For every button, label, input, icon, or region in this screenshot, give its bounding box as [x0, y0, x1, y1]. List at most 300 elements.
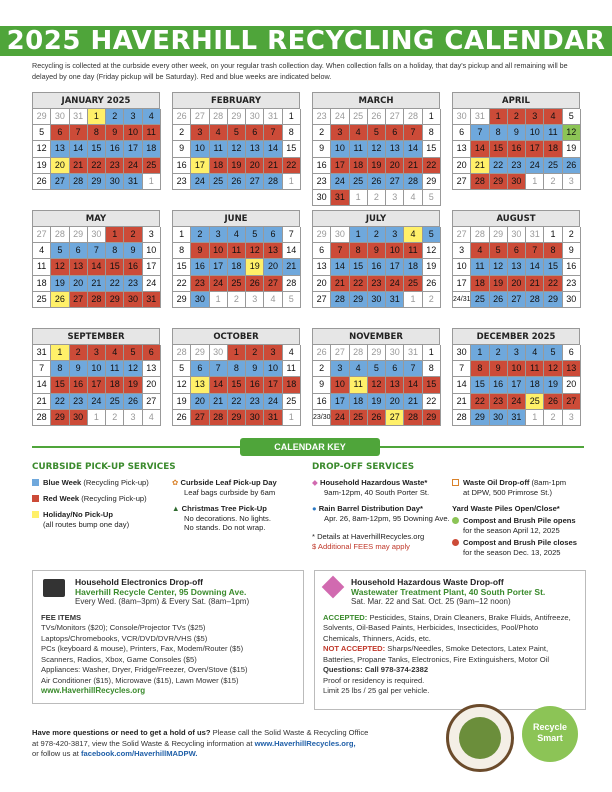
- day-cell: 14: [33, 377, 51, 393]
- day-cell: 27: [246, 174, 264, 190]
- day-cell: 14: [404, 377, 422, 393]
- day-cell: 18: [404, 259, 422, 275]
- day-cell: 8: [350, 243, 368, 259]
- day-cell: 29: [368, 345, 386, 361]
- day-cell: 9: [490, 361, 508, 377]
- day-cell: 6: [51, 125, 69, 141]
- month-days-grid: [452, 344, 580, 426]
- day-cell: 30: [88, 227, 106, 243]
- electronics-link[interactable]: www.HaverhillRecycles.org: [41, 686, 146, 695]
- day-cell: 19: [368, 158, 386, 174]
- fee-item: Laptops/Chromebooks, VCR/DVD/DVR/VHS ($5): [41, 633, 208, 643]
- day-cell: 1: [423, 109, 441, 125]
- day-cell: 10: [453, 259, 471, 275]
- day-cell: 30: [246, 410, 264, 426]
- day-cell: 13: [386, 141, 404, 157]
- day-cell: 19: [368, 394, 386, 410]
- key-rain: ● Rain Barrel Distribution Day* Apr. 26, 8am-12pm, 95 Downing Ave.: [312, 504, 450, 523]
- day-cell: 30: [563, 292, 581, 308]
- day-cell: 4: [526, 345, 544, 361]
- day-cell: 3: [246, 292, 264, 308]
- month-days-grid: [312, 344, 440, 426]
- day-cell: 6: [386, 125, 404, 141]
- day-cell: 21: [70, 158, 88, 174]
- day-cell: 19: [246, 259, 264, 275]
- day-cell: 10: [191, 141, 209, 157]
- day-cell: 7: [210, 361, 228, 377]
- day-cell: 7: [33, 361, 51, 377]
- day-cell: 13: [313, 259, 331, 275]
- day-cell: 8: [173, 243, 191, 259]
- day-cell: 28: [210, 109, 228, 125]
- day-cell: 20: [453, 158, 471, 174]
- day-cell: 30: [313, 190, 331, 206]
- month-calendar: [452, 92, 580, 190]
- day-cell: 2: [490, 345, 508, 361]
- day-cell: 30: [210, 345, 228, 361]
- day-cell: 29: [88, 174, 106, 190]
- city-seal-logo: [446, 704, 514, 772]
- day-cell: 28: [471, 174, 489, 190]
- footer: Have more questions or need to get a hold of us? Please call the Solid Waste & Recycling Office at 978-420-3817, view the Solid Waste & Recycling information at www.HaverhillRecycles.org, or follow us at facebook.com/HaverhillMADPW.: [32, 728, 369, 758]
- day-cell: 1: [88, 109, 106, 125]
- day-cell: 3: [453, 243, 471, 259]
- day-cell: 17: [124, 141, 142, 157]
- day-cell: 5: [368, 125, 386, 141]
- day-cell: 2: [313, 125, 331, 141]
- day-cell: 7: [283, 227, 301, 243]
- day-cell: 22: [423, 158, 441, 174]
- day-cell: 1: [173, 227, 191, 243]
- key-red: Red Week (Recycling Pick-up): [32, 494, 147, 504]
- day-cell: 28: [264, 174, 282, 190]
- day-cell: 23: [191, 276, 209, 292]
- day-cell: 10: [508, 361, 526, 377]
- day-cell: 2: [246, 345, 264, 361]
- day-cell: 28: [33, 410, 51, 426]
- day-cell: 20: [386, 394, 404, 410]
- day-cell: 7: [453, 361, 471, 377]
- day-cell: 10: [526, 125, 544, 141]
- month-calendar: [32, 328, 160, 426]
- day-cell: 22: [88, 158, 106, 174]
- day-cell: 2: [70, 345, 88, 361]
- day-cell: 19: [173, 394, 191, 410]
- day-cell: 11: [350, 377, 368, 393]
- day-cell: 25: [471, 292, 489, 308]
- day-cell: 29: [191, 345, 209, 361]
- month-calendar: [172, 92, 300, 190]
- day-cell: 4: [33, 243, 51, 259]
- day-cell: 5: [173, 361, 191, 377]
- day-cell: 31: [124, 174, 142, 190]
- key-holiday: Holiday/No Pick-Up (all routes bump one day): [32, 510, 129, 529]
- day-cell: 4: [404, 227, 422, 243]
- month-name: SEPTEMBER: [32, 328, 160, 344]
- day-cell: 4: [143, 109, 161, 125]
- month-calendar: [32, 210, 160, 308]
- day-cell: 2: [228, 292, 246, 308]
- day-cell: 28: [331, 292, 349, 308]
- day-cell: 15: [423, 141, 441, 157]
- day-cell: 2: [544, 410, 562, 426]
- day-cell: 29: [228, 109, 246, 125]
- day-cell: 6: [191, 361, 209, 377]
- day-cell: 2: [368, 227, 386, 243]
- month-name: APRIL: [452, 92, 580, 108]
- day-cell: 23: [313, 174, 331, 190]
- day-cell: 22: [544, 276, 562, 292]
- day-cell: 18: [228, 259, 246, 275]
- month-days-grid: [172, 344, 300, 426]
- day-cell: 1: [210, 292, 228, 308]
- day-cell: 1: [526, 174, 544, 190]
- day-cell: 28: [70, 174, 88, 190]
- month-name: JUNE: [172, 210, 300, 226]
- day-cell: 25: [106, 394, 124, 410]
- day-cell: 22: [51, 394, 69, 410]
- day-cell: 17: [508, 377, 526, 393]
- day-cell: 24/31: [453, 292, 471, 308]
- day-cell: 29: [490, 174, 508, 190]
- day-cell: 28: [173, 345, 191, 361]
- day-cell: 12: [33, 141, 51, 157]
- day-cell: 12: [124, 361, 142, 377]
- day-cell: 25: [283, 394, 301, 410]
- day-cell: 21: [264, 158, 282, 174]
- day-cell: 17: [526, 141, 544, 157]
- day-cell: 21: [404, 158, 422, 174]
- day-cell: 8: [423, 361, 441, 377]
- day-cell: 30: [191, 292, 209, 308]
- day-cell: 26: [368, 109, 386, 125]
- day-cell: 3: [88, 345, 106, 361]
- day-cell: 13: [508, 259, 526, 275]
- day-cell: 13: [246, 141, 264, 157]
- day-cell: 24: [143, 276, 161, 292]
- day-cell: 15: [228, 377, 246, 393]
- day-cell: 24: [191, 174, 209, 190]
- day-cell: 26: [33, 174, 51, 190]
- fee-list: [41, 623, 295, 686]
- day-cell: 30: [368, 292, 386, 308]
- day-cell: 23: [368, 276, 386, 292]
- day-cell: 27: [386, 410, 404, 426]
- day-cell: 30: [453, 109, 471, 125]
- day-cell: 9: [124, 243, 142, 259]
- day-cell: 9: [191, 243, 209, 259]
- day-cell: 22: [423, 394, 441, 410]
- day-cell: 3: [386, 190, 404, 206]
- day-cell: 22: [490, 158, 508, 174]
- day-cell: 26: [228, 174, 246, 190]
- day-cell: 26: [173, 109, 191, 125]
- footer-facebook-link[interactable]: facebook.com/HaverhillMADPW.: [80, 749, 198, 758]
- day-cell: 4: [404, 190, 422, 206]
- day-cell: 13: [453, 141, 471, 157]
- day-cell: 9: [563, 243, 581, 259]
- day-cell: 14: [453, 377, 471, 393]
- day-cell: 4: [143, 410, 161, 426]
- day-cell: 22: [471, 394, 489, 410]
- day-cell: 29: [423, 410, 441, 426]
- day-cell: 21: [453, 394, 471, 410]
- day-cell: 18: [350, 394, 368, 410]
- day-cell: 24: [331, 410, 349, 426]
- day-cell: 31: [264, 109, 282, 125]
- day-cell: 30: [246, 109, 264, 125]
- day-cell: 9: [246, 361, 264, 377]
- day-cell: 11: [404, 243, 422, 259]
- day-cell: 2: [508, 109, 526, 125]
- day-cell: 16: [106, 141, 124, 157]
- day-cell: 14: [210, 377, 228, 393]
- month-days-grid: [32, 108, 160, 190]
- day-cell: 22: [228, 394, 246, 410]
- day-cell: 12: [490, 259, 508, 275]
- month-name: MARCH: [312, 92, 440, 108]
- day-cell: 3: [124, 410, 142, 426]
- day-cell: 28: [471, 227, 489, 243]
- day-cell: 3: [331, 361, 349, 377]
- day-cell: 26: [124, 394, 142, 410]
- month-calendar: [172, 328, 300, 426]
- day-cell: 24: [386, 276, 404, 292]
- day-cell: 5: [490, 243, 508, 259]
- day-cell: 23: [173, 174, 191, 190]
- day-cell: 6: [246, 125, 264, 141]
- day-cell: 9: [508, 125, 526, 141]
- day-cell: 16: [173, 158, 191, 174]
- day-cell: 5: [283, 292, 301, 308]
- day-cell: 16: [70, 377, 88, 393]
- day-cell: 21: [526, 276, 544, 292]
- month-calendar: [452, 328, 580, 426]
- day-cell: 30: [490, 410, 508, 426]
- day-cell: 20: [70, 276, 88, 292]
- day-cell: 28: [51, 227, 69, 243]
- day-cell: 12: [544, 361, 562, 377]
- day-cell: 29: [350, 292, 368, 308]
- day-cell: 14: [404, 141, 422, 157]
- day-cell: 12: [368, 377, 386, 393]
- day-cell: 27: [331, 345, 349, 361]
- month-days-grid: [172, 226, 300, 308]
- day-cell: 8: [283, 125, 301, 141]
- month-name: OCTOBER: [172, 328, 300, 344]
- day-cell: 4: [264, 292, 282, 308]
- day-cell: 25: [210, 174, 228, 190]
- day-cell: 3: [264, 345, 282, 361]
- day-cell: 4: [471, 243, 489, 259]
- day-cell: 20: [246, 158, 264, 174]
- month-name: FEBRUARY: [172, 92, 300, 108]
- day-cell: 1: [106, 227, 124, 243]
- day-cell: 29: [423, 174, 441, 190]
- day-cell: 4: [350, 125, 368, 141]
- day-cell: 3: [563, 410, 581, 426]
- day-cell: 20: [386, 158, 404, 174]
- day-cell: 18: [471, 276, 489, 292]
- day-cell: 15: [423, 377, 441, 393]
- day-cell: 20: [143, 377, 161, 393]
- day-cell: 11: [544, 125, 562, 141]
- day-cell: 11: [350, 141, 368, 157]
- day-cell: 7: [471, 125, 489, 141]
- day-cell: 12: [368, 141, 386, 157]
- fee-item: Appliances: Washer, Dryer, Fridge/Freezer, Oven/Stove ($15): [41, 665, 248, 674]
- day-cell: 20: [191, 394, 209, 410]
- day-cell: 6: [563, 345, 581, 361]
- day-cell: 25: [350, 109, 368, 125]
- day-cell: 30: [386, 345, 404, 361]
- month-calendar: [452, 210, 580, 308]
- day-cell: 21: [210, 394, 228, 410]
- day-cell: 1: [490, 109, 508, 125]
- day-cell: 18: [283, 377, 301, 393]
- day-cell: 7: [70, 125, 88, 141]
- day-cell: 14: [264, 141, 282, 157]
- day-cell: 14: [70, 141, 88, 157]
- day-cell: 29: [471, 410, 489, 426]
- day-cell: 16: [124, 259, 142, 275]
- day-cell: 18: [143, 141, 161, 157]
- leaf-icon: ✿: [172, 478, 179, 487]
- day-cell: 14: [331, 259, 349, 275]
- day-cell: 16: [313, 158, 331, 174]
- footer-website-link[interactable]: www.HaverhillRecycles.org,: [254, 738, 356, 748]
- intro-text: Recycling is collected at the curbside every other week, on your regular trash collection day. When collection falls on a holiday, that day's pickup and all remaining will be delayed by one day (Friday pickup will be Saturday). Red and blue weeks are indicated below.: [32, 61, 568, 81]
- key-blue: Blue Week (Recycling Pick-up): [32, 478, 149, 488]
- key-yard: Yard Waste Piles Open/Close*: [452, 504, 560, 513]
- day-cell: 8: [88, 125, 106, 141]
- day-cell: 17: [88, 377, 106, 393]
- day-cell: 21: [331, 276, 349, 292]
- day-cell: 27: [508, 292, 526, 308]
- day-cell: 2: [368, 190, 386, 206]
- day-cell: 31: [404, 345, 422, 361]
- day-cell: 26: [173, 410, 191, 426]
- day-cell: 5: [544, 345, 562, 361]
- day-cell: 17: [331, 394, 349, 410]
- fee-item: TVs/Monitors ($20); Console/Projector TVs ($25): [41, 623, 206, 632]
- recycle-smart-logo: Recycle Smart: [522, 706, 578, 762]
- day-cell: 11: [33, 259, 51, 275]
- day-cell: 26: [368, 410, 386, 426]
- day-cell: 19: [490, 276, 508, 292]
- day-cell: 15: [173, 259, 191, 275]
- month-name: AUGUST: [452, 210, 580, 226]
- day-cell: 2: [106, 109, 124, 125]
- day-cell: 6: [264, 227, 282, 243]
- day-cell: 15: [106, 259, 124, 275]
- month-calendar: [312, 210, 440, 308]
- day-cell: 10: [331, 377, 349, 393]
- day-cell: 17: [210, 259, 228, 275]
- day-cell: 17: [331, 158, 349, 174]
- dropoff-title: DROP-OFF SERVICES: [312, 462, 415, 472]
- day-cell: 16: [191, 259, 209, 275]
- curbside-title: CURBSIDE PICK-UP SERVICES: [32, 462, 176, 472]
- day-cell: 17: [453, 276, 471, 292]
- day-cell: 9: [313, 141, 331, 157]
- day-cell: 23: [563, 276, 581, 292]
- day-cell: 20: [508, 276, 526, 292]
- day-cell: 27: [33, 227, 51, 243]
- day-cell: 28: [404, 109, 422, 125]
- day-cell: 29: [313, 227, 331, 243]
- day-cell: 23: [246, 394, 264, 410]
- day-cell: 4: [350, 361, 368, 377]
- day-cell: 29: [544, 292, 562, 308]
- day-cell: 21: [88, 276, 106, 292]
- day-cell: 28: [210, 410, 228, 426]
- day-cell: 7: [331, 243, 349, 259]
- month-calendar: [172, 210, 300, 308]
- holiday-swatch: [32, 511, 39, 518]
- day-cell: 4: [106, 345, 124, 361]
- day-cell: 8: [51, 361, 69, 377]
- day-cell: 1: [526, 410, 544, 426]
- fee-item: PCs (keyboard & mouse), Printers, Fax, Modem/Router ($5): [41, 644, 244, 653]
- day-cell: 10: [143, 243, 161, 259]
- day-cell: 27: [264, 276, 282, 292]
- day-cell: 26: [51, 292, 69, 308]
- day-cell: 22: [350, 276, 368, 292]
- day-cell: 12: [246, 243, 264, 259]
- day-cell: 27: [386, 174, 404, 190]
- day-cell: 18: [350, 158, 368, 174]
- day-cell: 15: [490, 141, 508, 157]
- day-cell: 5: [124, 345, 142, 361]
- day-cell: 27: [313, 292, 331, 308]
- day-cell: 20: [51, 158, 69, 174]
- day-cell: 15: [544, 259, 562, 275]
- day-cell: 28: [88, 292, 106, 308]
- day-cell: 30: [106, 174, 124, 190]
- day-cell: 1: [51, 345, 69, 361]
- day-cell: 27: [453, 227, 471, 243]
- day-cell: 30: [51, 109, 69, 125]
- day-cell: 14: [526, 259, 544, 275]
- fee-item: Air Conditioner ($15), Microwave ($15), Lawn Mower ($15): [41, 675, 239, 685]
- month-name: JANUARY 2025: [32, 92, 160, 108]
- key-hhw: ◆ Household Hazardous Waste* 9am-12pm, 40 South Porter St.: [312, 478, 430, 497]
- day-cell: 16: [368, 259, 386, 275]
- day-cell: 13: [51, 141, 69, 157]
- day-cell: 2: [563, 227, 581, 243]
- month-days-grid: [32, 344, 160, 426]
- day-cell: 27: [563, 394, 581, 410]
- day-cell: 3: [124, 109, 142, 125]
- month-days-grid: [32, 226, 160, 308]
- day-cell: 1: [283, 174, 301, 190]
- day-cell: 7: [526, 243, 544, 259]
- day-cell: 27: [386, 109, 404, 125]
- day-cell: 1: [88, 410, 106, 426]
- day-cell: 6: [508, 243, 526, 259]
- day-cell: 25: [350, 410, 368, 426]
- day-cell: 8: [228, 361, 246, 377]
- day-cell: 6: [70, 243, 88, 259]
- day-cell: 27: [70, 292, 88, 308]
- day-cell: 20: [264, 259, 282, 275]
- month-name: DECEMBER 2025: [452, 328, 580, 344]
- day-cell: 24: [124, 158, 142, 174]
- oil-swatch: [452, 479, 459, 486]
- day-cell: 5: [246, 227, 264, 243]
- day-cell: 26: [544, 394, 562, 410]
